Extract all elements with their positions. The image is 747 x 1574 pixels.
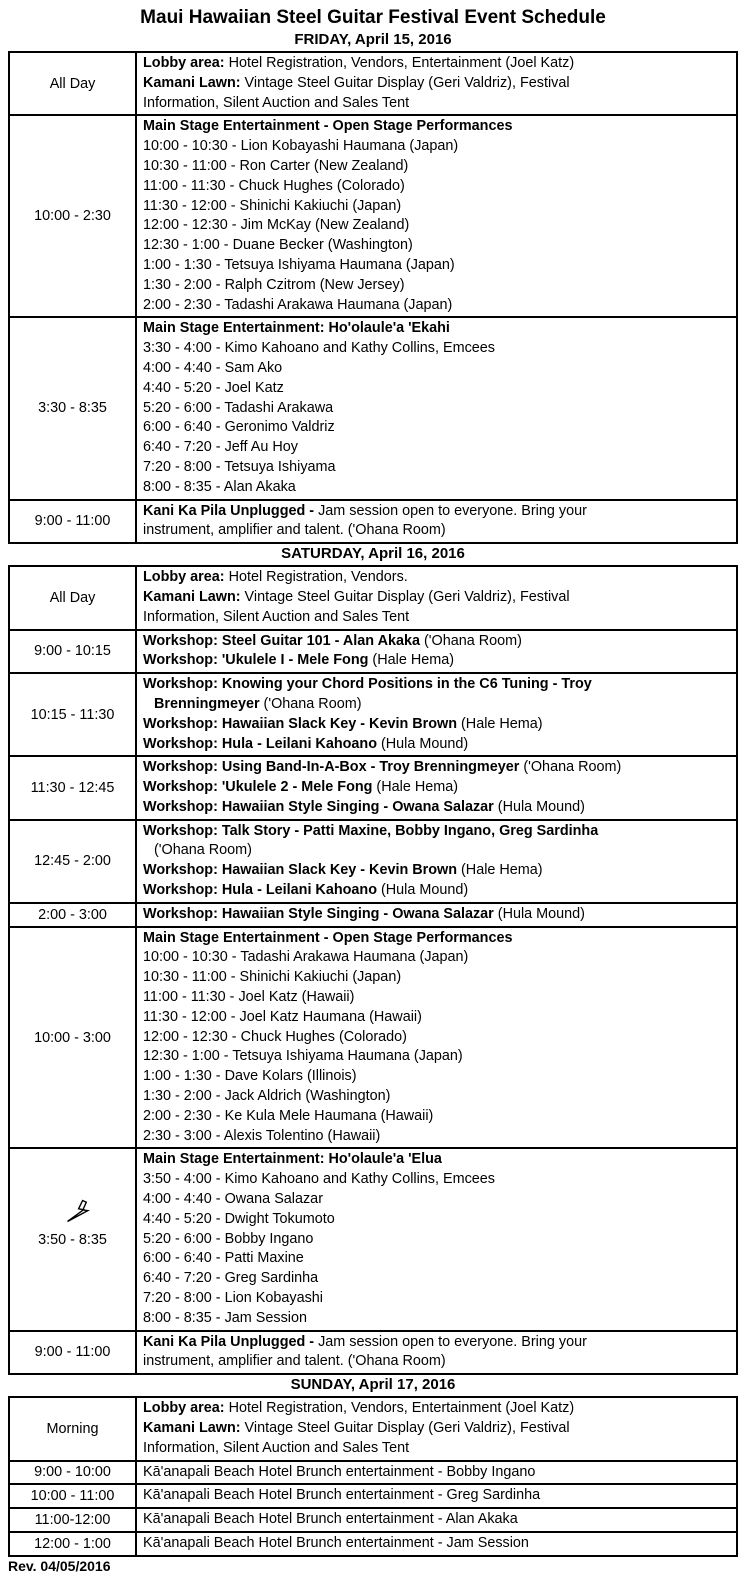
schedule-row [9, 500, 737, 544]
schedule-line [143, 94, 731, 114]
time-cell: 12:45 - 2:00 [9, 820, 136, 903]
bold-text: Kani Ka Pila Unplugged - [143, 502, 319, 519]
bold-text: Workshop: Talk Story - Patti Maxine, Bobby Ingano, Greg Sardinha [143, 822, 599, 839]
regular-text: Information, Silent Auction and Sales Tent [143, 94, 410, 111]
regular-text: Hotel Registration, Vendors, Entertainment (Joel Katz) [224, 1400, 575, 1417]
schedule-line [143, 1028, 731, 1048]
day-header: FRIDAY, April 15, 2016 [294, 31, 452, 48]
time-cell: 10:00 - 3:00 [9, 927, 136, 1149]
regular-text: 4:00 - 4:40 - Owana Salazar [143, 1191, 323, 1208]
schedule-line [143, 881, 731, 901]
day-header: SATURDAY, April 16, 2016 [281, 545, 465, 563]
description-cell [136, 566, 737, 629]
regular-text: Kā'anapali Beach Hotel Brunch entertainment - Greg Sardinha [143, 1487, 541, 1504]
bold-text: Main Stage Entertainment - Open Stage Performances [143, 929, 513, 946]
bold-text: Workshop: Steel Guitar 101 - Alan Akaka [143, 632, 420, 649]
schedule-line [143, 715, 731, 735]
regular-text: 10:30 - 11:00 - Shinichi Kakiuchi (Japan) [143, 969, 402, 986]
regular-text: Kā'anapali Beach Hotel Brunch entertainment - Jam Session [143, 1534, 529, 1551]
schedule-line [143, 1087, 731, 1107]
time-cell: 11:30 - 12:45 [9, 756, 136, 819]
schedule-line [143, 54, 731, 74]
schedule-line [143, 1463, 731, 1483]
schedule-line [143, 568, 731, 588]
schedule-row [9, 317, 737, 499]
regular-text: 7:20 - 8:00 - Tetsuya Ishiyama [143, 458, 336, 475]
description-cell [136, 927, 737, 1149]
regular-text: (Hale Hema) [457, 715, 543, 732]
regular-text: 4:40 - 5:20 - Dwight Tokumoto [143, 1210, 335, 1227]
schedule-line [143, 1047, 731, 1067]
schedule-line [143, 1150, 731, 1170]
schedule-line [143, 632, 731, 652]
schedule-row [9, 820, 737, 903]
regular-text: 4:00 - 4:40 - Sam Ako [143, 359, 283, 376]
schedule-line [143, 822, 731, 842]
schedule-line [143, 1439, 731, 1459]
bold-text: Workshop: 'Ukulele 2 - Mele Fong [143, 779, 373, 796]
schedule-line [143, 438, 731, 458]
schedule-line [143, 157, 731, 177]
time-cell: 11:00-12:00 [9, 1508, 136, 1532]
schedule-line [143, 1067, 731, 1087]
schedule-line [143, 1510, 731, 1530]
time-cell: 2:00 - 3:00 [9, 903, 136, 927]
regular-text: (Hale Hema) [457, 862, 543, 879]
schedule-line [143, 1486, 731, 1506]
schedule-line [143, 1249, 731, 1269]
page-title: Maui Hawaiian Steel Guitar Festival Event Schedule [140, 7, 606, 28]
regular-text: instrument, amplifier and talent. ('Ohana Room) [143, 522, 446, 539]
schedule-line [143, 1190, 731, 1210]
bold-text: Workshop: Hawaiian Slack Key - Kevin Brown [143, 862, 458, 879]
schedule-line [143, 861, 731, 881]
time-cell: 3:30 - 8:35 [9, 317, 136, 499]
regular-text: Hotel Registration, Vendors, Entertainment (Joel Katz) [224, 55, 575, 71]
schedule-line [143, 1399, 731, 1419]
regular-text: 10:00 - 10:30 - Lion Kobayashi Haumana (Japan) [143, 138, 459, 155]
regular-text: (Hale Hema) [372, 779, 459, 796]
time-cell: 10:00 - 2:30 [9, 115, 136, 317]
schedule-line [143, 798, 731, 818]
schedule-line [143, 339, 731, 359]
schedule-line [143, 117, 731, 137]
regular-text: 6:40 - 7:20 - Jeff Au Hoy [143, 439, 298, 456]
description-cell [136, 673, 737, 756]
schedule-row [9, 1532, 737, 1556]
description-cell [136, 1331, 737, 1375]
schedule-row [9, 566, 737, 629]
time-cell: 9:00 - 10:00 [9, 1461, 136, 1485]
schedule-line [143, 1333, 731, 1353]
time-cell: Morning [9, 1397, 136, 1460]
schedule-line [143, 929, 731, 949]
bold-text: Workshop: Hawaiian Slack Key - Kevin Brown [143, 715, 458, 732]
regular-text: 11:00 - 11:30 - Chuck Hughes (Colorado) [143, 177, 405, 194]
schedule-line [143, 968, 731, 988]
regular-text: instrument, amplifier and talent. ('Ohana Room) [143, 1353, 446, 1370]
schedule-line [143, 502, 731, 522]
description-cell [136, 903, 737, 927]
schedule-line [143, 1210, 731, 1230]
regular-text: 1:30 - 2:00 - Jack Aldrich (Washington) [143, 1088, 391, 1105]
bold-text: Main Stage Entertainment: Ho'olaule'a 'Ekahi [143, 320, 450, 337]
schedule-row [9, 52, 737, 115]
schedule-line [143, 905, 731, 925]
bold-text: Lobby area: [143, 1400, 225, 1417]
schedule-line [143, 521, 731, 541]
schedule-row [9, 1148, 737, 1330]
day-header: SUNDAY, April 17, 2016 [290, 1376, 456, 1394]
regular-text: 2:00 - 2:30 - Ke Kula Mele Haumana (Hawaii) [143, 1107, 434, 1124]
schedule-line [143, 608, 731, 628]
regular-text: 10:00 - 10:30 - Tadashi Arakawa Haumana (Japan) [143, 949, 469, 966]
regular-text: 12:00 - 12:30 - Jim McKay (New Zealand) [143, 217, 410, 234]
day-table [8, 565, 738, 1375]
regular-text: 11:30 - 12:00 - Joel Katz Haumana (Hawaii) [143, 1008, 422, 1025]
schedule-line [143, 236, 731, 256]
description-cell [136, 1461, 737, 1485]
regular-text: Vintage Steel Guitar Display (Geri Valdriz), Festival [240, 74, 570, 91]
bold-text: Workshop: 'Ukulele I - Mele Fong [143, 652, 369, 669]
schedule-row [9, 115, 737, 317]
schedule-line [143, 778, 731, 798]
regular-text: ('Ohana Room) [154, 842, 252, 859]
schedule-line [143, 276, 731, 296]
regular-text: ('Ohana Room) [519, 759, 622, 776]
time-cell: All Day [9, 566, 136, 629]
bold-text: Workshop: Using Band-In-A-Box - Troy Brenningmeyer [143, 759, 520, 776]
description-cell [136, 1484, 737, 1508]
schedule-row [9, 1484, 737, 1508]
description-cell [136, 1397, 737, 1460]
schedule-line [143, 296, 731, 316]
regular-text: ('Ohana Room) [259, 695, 362, 712]
day-table [8, 51, 738, 544]
schedule-line [143, 735, 731, 755]
regular-text: 5:20 - 6:00 - Bobby Ingano [143, 1230, 314, 1247]
description-cell [136, 115, 737, 317]
schedule-line [143, 197, 731, 217]
regular-text: Information, Silent Auction and Sales Tent [143, 1439, 410, 1456]
schedule-row [9, 927, 737, 1149]
schedule-row [9, 1461, 737, 1485]
bold-text: Workshop: Hawaiian Style Singing - Owana Salazar [143, 905, 494, 922]
schedule-line [143, 988, 731, 1008]
time-cell: 10:00 - 11:00 [9, 1484, 136, 1508]
schedule-line [143, 588, 731, 608]
regular-text: 8:00 - 8:35 - Alan Akaka [143, 478, 296, 495]
regular-text: 11:30 - 12:00 - Shinichi Kakiuchi (Japan) [143, 197, 402, 214]
regular-text: Vintage Steel Guitar Display (Geri Valdriz), Festival [240, 588, 570, 605]
day-table [8, 1396, 738, 1557]
schedule-line [143, 1269, 731, 1289]
time-cell: All Day [9, 52, 136, 115]
description-cell [136, 317, 737, 499]
regular-text: Jam session open to everyone. Bring your [318, 1333, 587, 1350]
schedule-line [143, 651, 731, 671]
schedule-row [9, 1508, 737, 1532]
schedule-line [143, 1170, 731, 1190]
schedule-row [9, 903, 737, 927]
schedule-row [9, 1331, 737, 1375]
schedule-line [143, 1419, 731, 1439]
schedule-line [143, 256, 731, 276]
schedule-line [143, 1107, 731, 1127]
regular-text: (Hula Mound) [377, 735, 469, 752]
regular-text: 1:00 - 1:30 - Dave Kolars (Illinois) [143, 1068, 357, 1085]
regular-text: 11:00 - 11:30 - Joel Katz (Hawaii) [143, 989, 355, 1006]
bold-text: Kani Ka Pila Unplugged - [143, 1333, 319, 1350]
description-cell [136, 1532, 737, 1556]
schedule-line [143, 137, 731, 157]
description-cell [136, 500, 737, 544]
regular-text: Kā'anapali Beach Hotel Brunch entertainment - Bobby Ingano [143, 1463, 536, 1480]
regular-text: (Hula Mound) [377, 882, 469, 899]
schedule-line [143, 695, 731, 715]
regular-text: Information, Silent Auction and Sales Tent [143, 608, 410, 625]
schedule-row [9, 673, 737, 756]
regular-text: Vintage Steel Guitar Display (Geri Valdriz), Festival [240, 1420, 570, 1436]
bold-text: Brenningmeyer [154, 695, 260, 712]
regular-text: 3:50 - 4:00 - Kimo Kahoano and Kathy Collins, Emcees [143, 1171, 495, 1188]
schedule-line [143, 478, 731, 498]
schedule-line [143, 418, 731, 438]
regular-text: (Hula Mound) [493, 798, 585, 815]
time-cell: 3:50 - 8:35 [9, 1148, 136, 1330]
time-cell: 9:00 - 11:00 [9, 500, 136, 544]
bold-text: Lobby area: [143, 55, 225, 71]
regular-text: Kā'anapali Beach Hotel Brunch entertainment - Alan Akaka [143, 1511, 518, 1528]
regular-text: 2:30 - 3:00 - Alexis Tolentino (Hawaii) [143, 1127, 381, 1144]
bold-text: Workshop: Knowing your Chord Positions in the C6 Tuning - Troy [143, 676, 592, 693]
regular-text: 6:00 - 6:40 - Geronimo Valdriz [143, 419, 335, 436]
time-cell: 12:00 - 1:00 [9, 1532, 136, 1556]
revision-note: Rev. 04/05/2016 [8, 1557, 111, 1574]
bold-text: Kamani Lawn: [143, 588, 241, 605]
schedule-line [143, 1230, 731, 1250]
regular-text: 12:00 - 12:30 - Chuck Hughes (Colorado) [143, 1028, 407, 1045]
schedule-days [8, 31, 738, 1557]
bold-text: Kamani Lawn: [143, 74, 241, 91]
bold-text: Main Stage Entertainment: Ho'olaule'a 'Elua [143, 1151, 442, 1168]
schedule-line [143, 458, 731, 478]
bold-text: Workshop: Hula - Leilani Kahoano [143, 882, 377, 899]
regular-text: 1:00 - 1:30 - Tetsuya Ishiyama Haumana (Japan) [143, 256, 455, 273]
schedule-line [143, 177, 731, 197]
schedule-line [143, 399, 731, 419]
schedule-line [143, 379, 731, 399]
bold-text: Kamani Lawn: [143, 1420, 241, 1436]
bold-text: Lobby area: [143, 569, 225, 586]
description-cell [136, 820, 737, 903]
regular-text: ('Ohana Room) [419, 632, 522, 649]
regular-text: 4:40 - 5:20 - Joel Katz [143, 379, 284, 396]
schedule-line [143, 1127, 731, 1147]
regular-text: 8:00 - 8:35 - Jam Session [143, 1309, 307, 1326]
schedule-row [9, 630, 737, 674]
bold-text: Workshop: Hawaiian Style Singing - Owana Salazar [143, 798, 494, 815]
regular-text: Hotel Registration, Vendors. [224, 569, 408, 586]
regular-text: 1:30 - 2:00 - Ralph Czitrom (New Jersey) [143, 276, 405, 293]
regular-text: 6:40 - 7:20 - Greg Sardinha [143, 1270, 319, 1287]
regular-text: 3:30 - 4:00 - Kimo Kahoano and Kathy Collins, Emcees [143, 340, 495, 357]
time-cell: 10:15 - 11:30 [9, 673, 136, 756]
schedule-line [143, 74, 731, 94]
schedule-line [143, 675, 731, 695]
bold-text: Workshop: Hula - Leilani Kahoano [143, 735, 377, 752]
regular-text: 12:30 - 1:00 - Duane Becker (Washington) [143, 237, 413, 254]
schedule-row [9, 1397, 737, 1460]
description-cell [136, 630, 737, 674]
schedule-line [143, 1534, 731, 1554]
regular-text: 6:00 - 6:40 - Patti Maxine [143, 1250, 304, 1267]
schedule-line [143, 758, 731, 778]
description-cell [136, 1148, 737, 1330]
regular-text: 10:30 - 11:00 - Ron Carter (New Zealand) [143, 157, 409, 174]
regular-text: 12:30 - 1:00 - Tetsuya Ishiyama Haumana (Japan) [143, 1048, 463, 1065]
schedule-line [143, 1289, 731, 1309]
time-cell: 9:00 - 11:00 [9, 1331, 136, 1375]
regular-text: Jam session open to everyone. Bring your [318, 502, 587, 519]
description-cell [136, 52, 737, 115]
schedule-line [143, 319, 731, 339]
time-cell: 9:00 - 10:15 [9, 630, 136, 674]
regular-text: (Hale Hema) [368, 652, 455, 669]
regular-text: 7:20 - 8:00 - Lion Kobayashi [143, 1290, 324, 1307]
regular-text: 5:20 - 6:00 - Tadashi Arakawa [143, 399, 334, 416]
description-cell [136, 756, 737, 819]
schedule-line [143, 216, 731, 236]
schedule-line [143, 1008, 731, 1028]
regular-text: (Hula Mound) [493, 905, 585, 922]
bold-text: Main Stage Entertainment - Open Stage Performances [143, 118, 513, 135]
schedule-line [143, 359, 731, 379]
schedule-row [9, 756, 737, 819]
schedule-line [143, 948, 731, 968]
schedule-line [143, 1352, 731, 1372]
description-cell [136, 1508, 737, 1532]
schedule-line [143, 1309, 731, 1329]
schedule-line [143, 841, 731, 861]
regular-text: 2:00 - 2:30 - Tadashi Arakawa Haumana (Japan) [143, 296, 453, 313]
